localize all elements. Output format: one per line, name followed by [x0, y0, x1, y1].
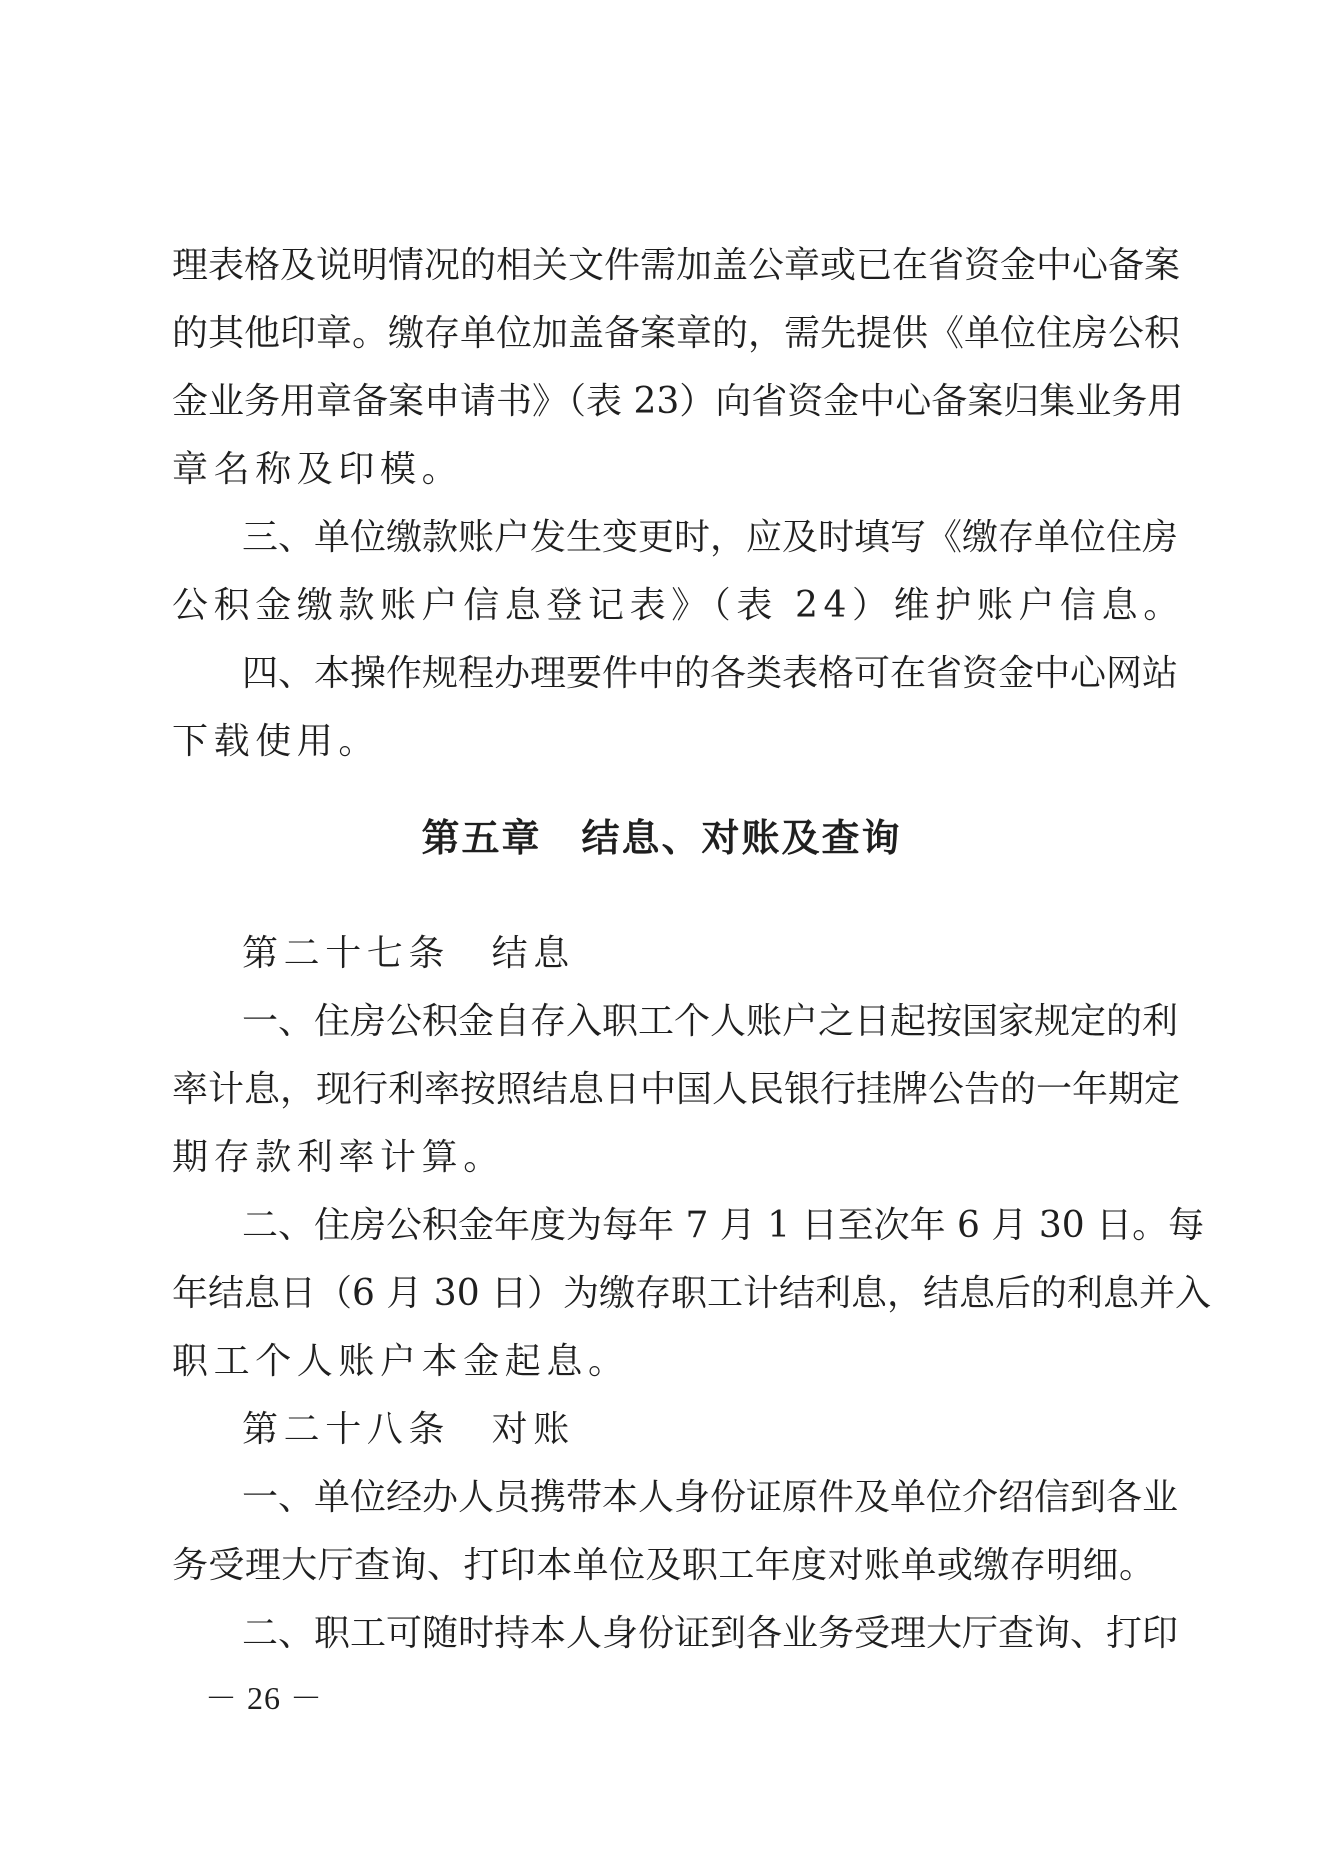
text-line: 理表格及说明情况的相关文件需加盖公章或已在省资金中心备案: [172, 245, 1181, 286]
text-line: 二、住房公积金年度为每年 7 月 1 日至次年 6 月 30 日。每: [242, 1205, 1205, 1246]
text-line: 年结息日（6 月 30 日）为缴存职工计结利息，结息后的利息并入: [172, 1273, 1212, 1314]
text-line: 三、单位缴款账户发生变更时，应及时填写《缴存单位住房: [242, 517, 1179, 558]
text-line: 章名称及印模。: [172, 449, 464, 490]
text-line: 公积金缴款账户信息登记表》（表 24）维护账户信息。: [172, 585, 1185, 626]
text-line: 期存款利率计算。: [172, 1137, 505, 1178]
text-line: 下载使用。: [172, 721, 381, 762]
article-title: 第二十七条 结息: [242, 933, 575, 974]
text-line: 的其他印章。缴存单位加盖备案章的，需先提供《单位住房公积: [172, 313, 1181, 354]
text-line: 率计息，现行利率按照结息日中国人民银行挂牌公告的一年期定: [172, 1069, 1181, 1110]
text-line: 一、单位经办人员携带本人身份证原件及单位介绍信到各业: [242, 1477, 1179, 1518]
text-line: 一、住房公积金自存入职工个人账户之日起按国家规定的利: [242, 1001, 1179, 1042]
text-line: 职工个人账户本金起息。: [172, 1341, 630, 1382]
text-line: 务受理大厅查询、打印本单位及职工年度对账单或缴存明细。: [172, 1545, 1155, 1586]
chapter-heading: 第五章 结息、对账及查询: [421, 816, 902, 860]
text-line: 四、本操作规程办理要件中的各类表格可在省资金中心网站: [242, 653, 1179, 694]
page-number: － 26 －: [205, 1680, 324, 1716]
article-title: 第二十八条 对账: [242, 1409, 575, 1450]
text-line: 二、职工可随时持本人身份证到各业务受理大厅查询、打印: [242, 1613, 1179, 1654]
text-line: 金业务用章备案申请书》（表 23）向省资金中心备案归集业务用: [172, 381, 1184, 422]
